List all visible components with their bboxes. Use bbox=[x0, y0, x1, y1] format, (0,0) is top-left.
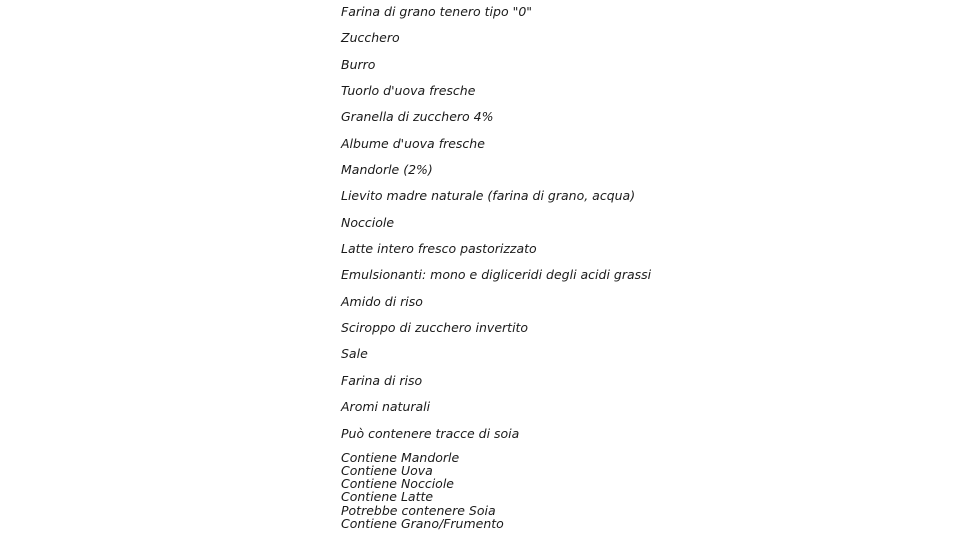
ingredient-item: Farina di grano tenero tipo "0" bbox=[341, 4, 533, 19]
ingredient-item: Burro bbox=[341, 56, 376, 72]
allergen-list bbox=[341, 451, 861, 530]
allergen-item: Contiene Latte bbox=[341, 489, 434, 505]
allergen-item: Contiene Nocciole bbox=[341, 476, 454, 492]
allergen-item: Contiene Grano/Frumento bbox=[341, 515, 504, 531]
ingredient-item: Sciroppo di zucchero invertito bbox=[341, 320, 529, 336]
ingredient-item: Emulsionanti: mono e digliceridi degli acidi grassi bbox=[341, 267, 652, 283]
ingredient-item: Sale bbox=[341, 346, 368, 362]
ingredient-item: Albume d'uova fresche bbox=[341, 135, 485, 151]
ingredient-item: Amido di riso bbox=[341, 293, 423, 309]
ingredient-item: Nocciole bbox=[341, 214, 395, 230]
allergen-item: Contiene Mandorle bbox=[341, 449, 460, 465]
ingredient-item: Zucchero bbox=[341, 30, 400, 46]
allergen-item: Potrebbe contenere Soia bbox=[341, 502, 496, 518]
ingredient-item: Tuorlo d'uova fresche bbox=[341, 83, 476, 99]
ingredient-item: Granella di zucchero 4% bbox=[341, 109, 494, 125]
allergen-item: Contiene Uova bbox=[341, 463, 433, 479]
ingredient-list bbox=[341, 3, 861, 530]
ingredient-item: Aromi naturali bbox=[341, 399, 431, 415]
ingredient-item: Farina di riso bbox=[341, 372, 423, 388]
ingredient-item: Lievito madre naturale (farina di grano, acqua) bbox=[341, 188, 636, 204]
ingredient-item: Può contenere tracce di soia bbox=[341, 425, 520, 441]
ingredient-item: Mandorle (2%) bbox=[341, 162, 433, 178]
ingredient-item: Latte intero fresco pastorizzato bbox=[341, 241, 537, 257]
